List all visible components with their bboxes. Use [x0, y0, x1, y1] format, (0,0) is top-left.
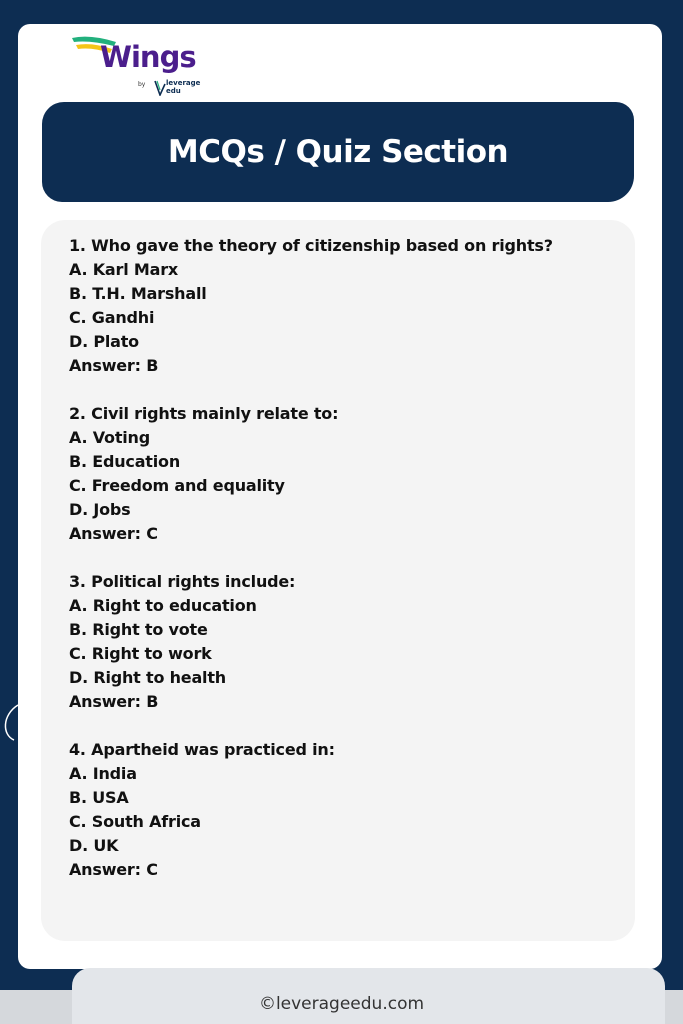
quiz-list — [69, 234, 629, 906]
footer-url: ©leverageedu.com — [258, 994, 425, 1014]
question-block — [69, 234, 629, 378]
option-c: C. Gandhi — [69, 308, 155, 327]
decorative-curve-icon — [0, 700, 20, 750]
question-text: 4. Apartheid was practiced in: — [69, 740, 335, 759]
option-a: A. India — [69, 764, 137, 783]
answer-text: Answer: C — [69, 524, 158, 543]
question-text: 2. Civil rights mainly relate to: — [69, 404, 339, 423]
option-c: C. Right to work — [69, 644, 212, 663]
option-a: A. Right to education — [69, 596, 257, 615]
option-d: D. UK — [69, 836, 119, 855]
quiz-panel — [41, 220, 635, 941]
question-block — [69, 402, 629, 546]
answer-text: Answer: C — [69, 860, 158, 879]
question-text: 1. Who gave the theory of citizenship based on rights? — [69, 236, 553, 255]
section-banner — [42, 102, 634, 202]
leverage-v-icon — [154, 80, 166, 96]
option-b: B. Education — [69, 452, 181, 471]
option-d: D. Right to health — [69, 668, 226, 687]
brand-line-2: edu — [166, 87, 181, 95]
option-b: B. Right to vote — [69, 620, 208, 639]
option-c: C. Freedom and equality — [69, 476, 285, 495]
brand-line-1: leverage — [166, 79, 201, 87]
option-d: D. Plato — [69, 332, 139, 351]
answer-text: Answer: B — [69, 692, 159, 711]
option-c: C. South Africa — [69, 812, 201, 831]
leverage-edu-brand — [166, 79, 200, 95]
option-b: B. USA — [69, 788, 129, 807]
question-block — [69, 738, 629, 882]
option-b: B. T.H. Marshall — [69, 284, 207, 303]
option-a: A. Voting — [69, 428, 151, 447]
question-text: 3. Political rights include: — [69, 572, 296, 591]
option-a: A. Karl Marx — [69, 260, 178, 279]
page-title: MCQs / Quiz Section — [167, 134, 509, 170]
quiz-card — [18, 24, 662, 969]
answer-text: Answer: B — [69, 356, 159, 375]
logo-by-label: by — [138, 81, 146, 88]
option-d: D. Jobs — [69, 500, 131, 519]
logo-wordmark: Wings — [100, 40, 196, 74]
question-block — [69, 570, 629, 714]
